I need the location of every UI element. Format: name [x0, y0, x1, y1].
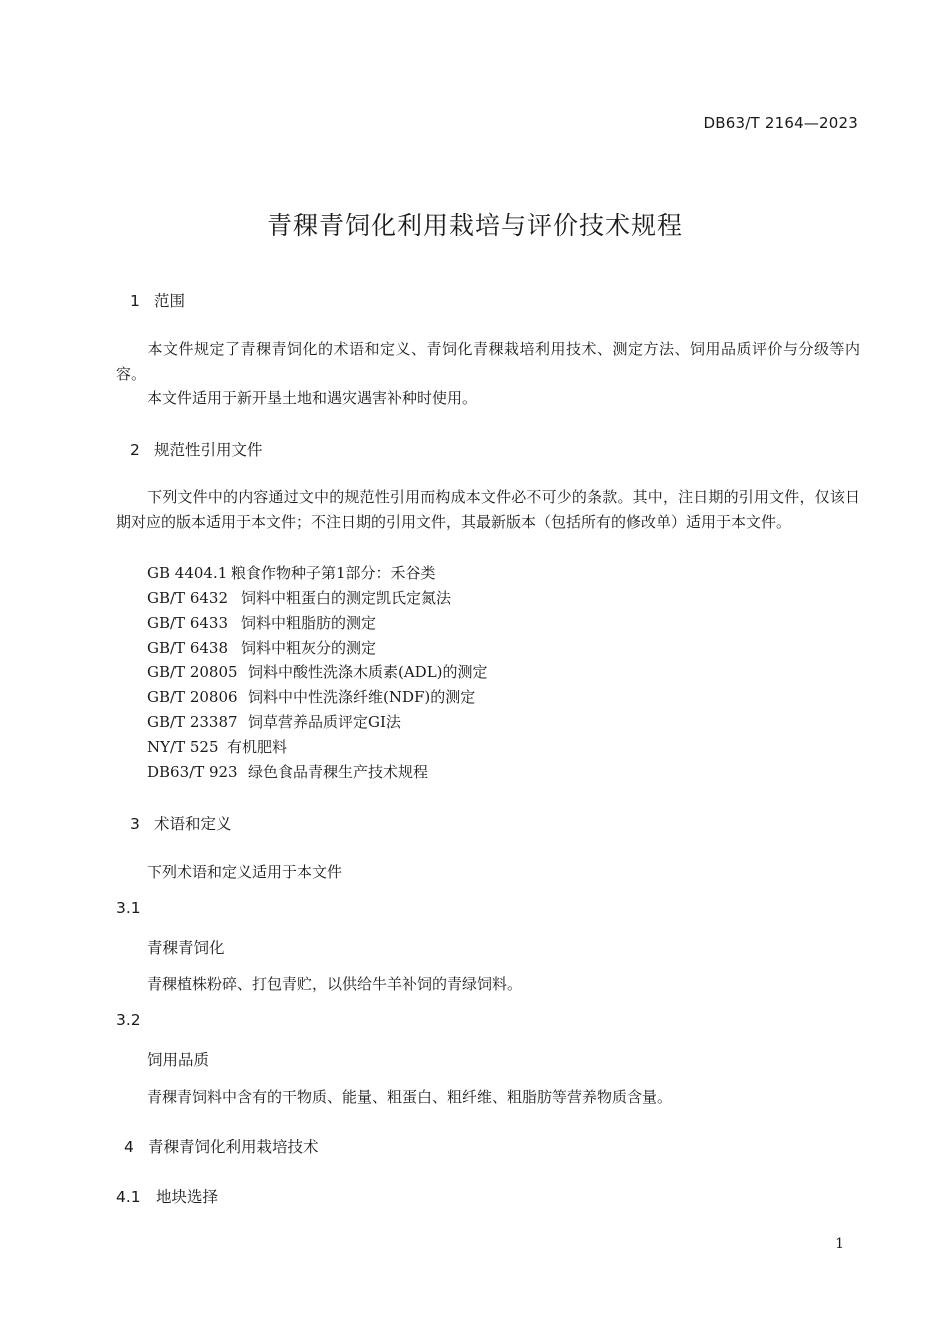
section-title: 青稞青饲化利用栽培技术 — [148, 1138, 319, 1156]
reference-item: NY/T 525 有机肥料 — [147, 738, 288, 756]
clause-number-3-1: 3.1 — [116, 899, 141, 917]
document-title: 青稞青饲化利用栽培与评价技术规程 — [266, 211, 683, 240]
section-title: 范围 — [154, 292, 186, 310]
clause-number-3-2: 3.2 — [116, 1011, 141, 1029]
term-definition: 青稞植株粉碎、打包青贮，以供给牛羊补饲的青绿饲料。 — [147, 975, 523, 993]
term-heading: 饲用品质 — [147, 1051, 210, 1069]
reference-item: GB/T 20806 饲料中中性洗涤纤维(NDF)的测定 — [147, 688, 476, 706]
reference-item: GB 4404.1 粮食作物种子第1部分：禾谷类 — [147, 564, 436, 582]
reference-item: GB/T 6438 饲料中粗灰分的测定 — [147, 639, 377, 657]
section-1-paragraph-1: 本文件规定了青稞青饲化的术语和定义、青饲化青稞栽培利用技术、测定方法、饲用品质评价与分级等内容。 — [116, 340, 860, 383]
reference-item: GB/T 20805 饲料中酸性洗涤木质素(ADL)的测定 — [147, 663, 488, 681]
reference-item: GB/T 6433 饲料中粗脂肪的测定 — [147, 614, 377, 632]
subsection-number: 4.1 — [116, 1188, 141, 1206]
section-title: 术语和定义 — [154, 815, 232, 833]
section-2-paragraph-1: 下列文件中的内容通过文中的规范性引用而构成本文件必不可少的条款。其中，注日期的引用文件，仅该日期对应的版本适用于本文件；不注日期的引用文件，其最新版本（包括所有的修改单）适用于本文件。 — [116, 488, 860, 531]
section-1-paragraph-2: 本文件适用于新开垦土地和遇灾遇害补种时使用。 — [147, 389, 478, 407]
section-title: 规范性引用文件 — [154, 441, 263, 459]
section-3-heading — [130, 812, 232, 834]
term-definition: 青稞青饲料中含有的干物质、能量、粗蛋白、粗纤维、粗脂肪等营养物质含量。 — [147, 1088, 673, 1106]
reference-item: GB/T 23387 饲草营养品质评定GI法 — [147, 713, 401, 731]
subsection-4-1-heading — [116, 1185, 218, 1207]
reference-item: GB/T 6432 饲料中粗蛋白的测定凯氏定氮法 — [147, 589, 452, 607]
section-number: 3 — [130, 815, 140, 833]
section-number: 2 — [130, 441, 140, 459]
reference-item: DB63/T 923 绿色食品青稞生产技术规程 — [147, 763, 429, 781]
term-heading: 青稞青饲化 — [147, 939, 225, 957]
section-4-heading — [124, 1135, 319, 1157]
section-number: 1 — [130, 292, 140, 310]
subsection-title: 地块选择 — [156, 1188, 219, 1206]
section-1-heading — [130, 289, 185, 311]
document-code-header: DB63/T 2164—2023 — [703, 114, 858, 132]
section-2-heading — [130, 438, 263, 460]
page-number: 1 — [835, 1236, 844, 1252]
section-3-intro: 下列术语和定义适用于本文件 — [147, 863, 343, 881]
section-number: 4 — [124, 1138, 134, 1156]
